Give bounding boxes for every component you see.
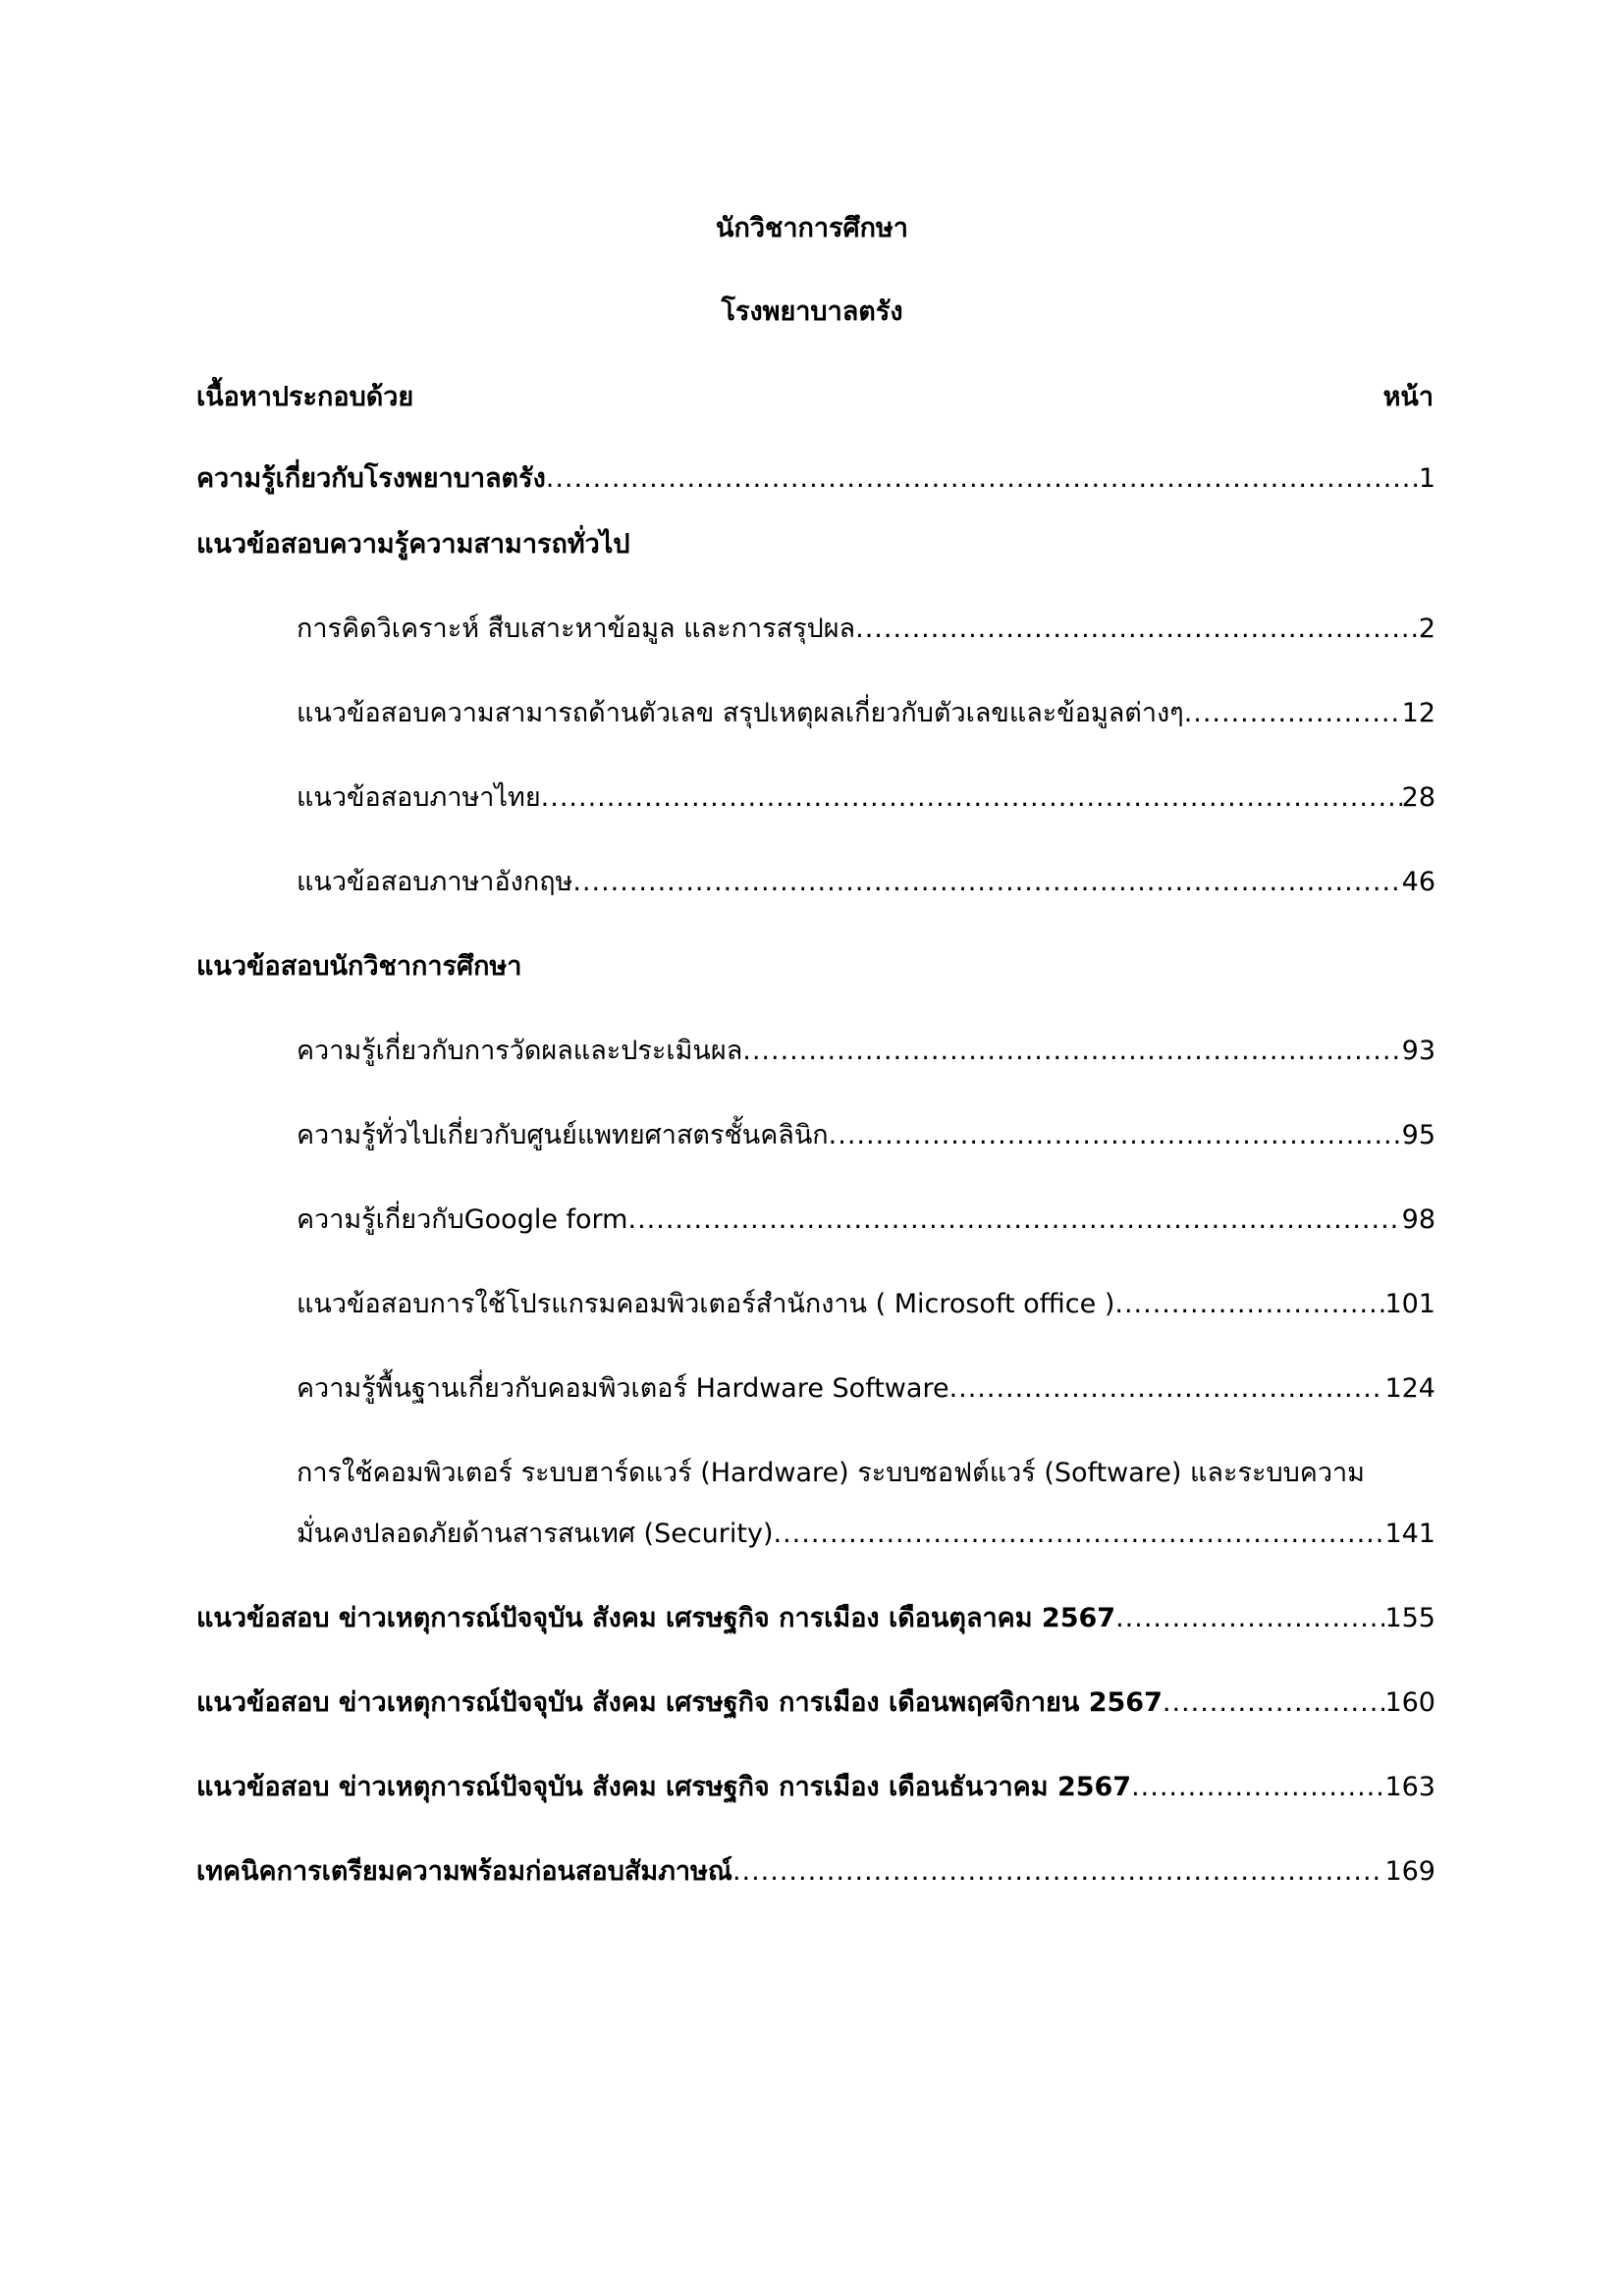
toc-entry-page: 1 [1418,463,1435,494]
toc-entry[interactable] [297,1512,1435,1554]
toc-entry-page: 141 [1384,1519,1435,1549]
dot-leader [949,1373,1385,1404]
toc-entry-page: 95 [1401,1120,1435,1150]
toc-entry-text: ความรู้ทั่วไปเกี่ยวกับศูนย์แพทยศาสตรชั้นคลินิก [297,1120,829,1150]
toc-entry-page: 46 [1401,867,1435,897]
dot-leader [829,1120,1402,1150]
toc-entry[interactable] [297,607,1435,649]
dot-leader [855,614,1419,644]
toc-entry-text-line1: การใช้คอมพิวเตอร์ ระบบฮาร์ดแวร์ (Hardware) ระบบซอฟต์แวร์ (Software) และระบบความ [297,1458,1365,1488]
dot-leader [546,463,1419,494]
toc-entry[interactable] [297,1198,1435,1240]
toc-entry-page: 169 [1384,1856,1435,1887]
toc-entry-text: มั่นคงปลอดภัยด้านสารสนเทศ (Security) [297,1519,774,1549]
toc-entry-text: แนวข้อสอบ ข่าวเหตุการณ์ปัจจุบัน สังคม เศรษฐกิจ การเมือง เดือนตุลาคม 2567 [196,1603,1116,1633]
toc-entry-text: แนวข้อสอบการใช้โปรแกรมคอมพิวเตอร์สำนักงาน ( Microsoft office ) [297,1289,1115,1319]
dot-leader [742,1036,1401,1066]
toc-entry[interactable] [297,1282,1435,1324]
toc-entry-text: แนวข้อสอบภาษาอังกฤษ [297,867,573,897]
toc-entry-text: ความรู้เกี่ยวกับการวัดผลและประเมินผล [297,1036,743,1066]
dot-leader [1131,1772,1384,1802]
toc-entry-page: 124 [1384,1373,1435,1404]
toc-entry[interactable] [196,1849,1435,1892]
toc-entry-text: เทคนิคการเตรียมความพร้อมก่อนสอบสัมภาษณ์ [196,1856,732,1887]
dot-leader [627,1204,1401,1235]
toc-section-heading: แนวข้อสอบนักวิชาการศึกษา [196,951,522,982]
toc-entry-page: 160 [1384,1687,1435,1718]
toc-entry-page: 12 [1401,698,1435,728]
toc-entry-text: แนวข้อสอบ ข่าวเหตุการณ์ปัจจุบัน สังคม เศรษฐกิจ การเมือง เดือนธันวาคม 2567 [196,1772,1132,1802]
toc-entry-text: แนวข้อสอบ ข่าวเหตุการณ์ปัจจุบัน สังคม เศรษฐกิจ การเมือง เดือนพฤศจิกายน 2567 [196,1687,1163,1718]
toc-entry-text: ความรู้เกี่ยวกับGoogle form [297,1204,628,1235]
toc-entry-page: 2 [1418,614,1435,644]
toc-entry-text: ความรู้พื้นฐานเกี่ยวกับคอมพิวเตอร์ Hardware Software [297,1373,949,1404]
toc-entry[interactable] [196,1765,1435,1807]
toc-entry[interactable] [196,1681,1435,1723]
dot-leader [1115,1603,1384,1633]
toc-entry[interactable] [297,860,1435,902]
toc-entry[interactable] [297,691,1435,733]
toc-entry-page: 163 [1384,1772,1435,1802]
toc-entry[interactable] [196,1596,1435,1638]
dot-leader [1163,1687,1385,1718]
dot-leader [572,867,1401,897]
toc-header-page-label: หน้า [1382,382,1434,412]
dot-leader [773,1519,1384,1549]
toc-entry-page: 155 [1384,1603,1435,1633]
toc-entry-page: 93 [1401,1036,1435,1066]
toc-entry-text: การคิดวิเคราะห์ สืบเสาะหาข้อมูล และการสรุปผล [297,614,856,644]
document-subtitle: โรงพยาบาลตรัง [721,296,903,327]
toc-entry-text: ความรู้เกี่ยวกับโรงพยาบาลตรัง [196,463,546,494]
document-title: นักวิชาการศึกษา [716,213,908,243]
dot-leader [732,1856,1385,1887]
toc-section-heading: แนวข้อสอบความรู้ความสามารถทั่วไป [196,529,630,560]
toc-entry[interactable] [297,1029,1435,1071]
toc-entry[interactable] [297,775,1435,818]
toc-entry-page: 28 [1401,782,1435,813]
toc-entry[interactable] [196,456,1435,499]
dot-leader [1114,1289,1384,1319]
dot-leader [1184,698,1402,728]
toc-entry-text: แนวข้อสอบความสามารถด้านตัวเลข สรุปเหตุผลเกี่ยวกับตัวเลขและข้อมูลต่างๆ [297,698,1184,728]
toc-entry-text: แนวข้อสอบภาษาไทย [297,782,541,813]
toc-entry[interactable] [297,1113,1435,1155]
dot-leader [541,782,1402,813]
toc-entry-page: 101 [1384,1289,1435,1319]
toc-header-label: เนื้อหาประกอบด้วย [196,382,414,412]
toc-entry[interactable] [297,1366,1435,1409]
toc-entry-page: 98 [1401,1204,1435,1235]
